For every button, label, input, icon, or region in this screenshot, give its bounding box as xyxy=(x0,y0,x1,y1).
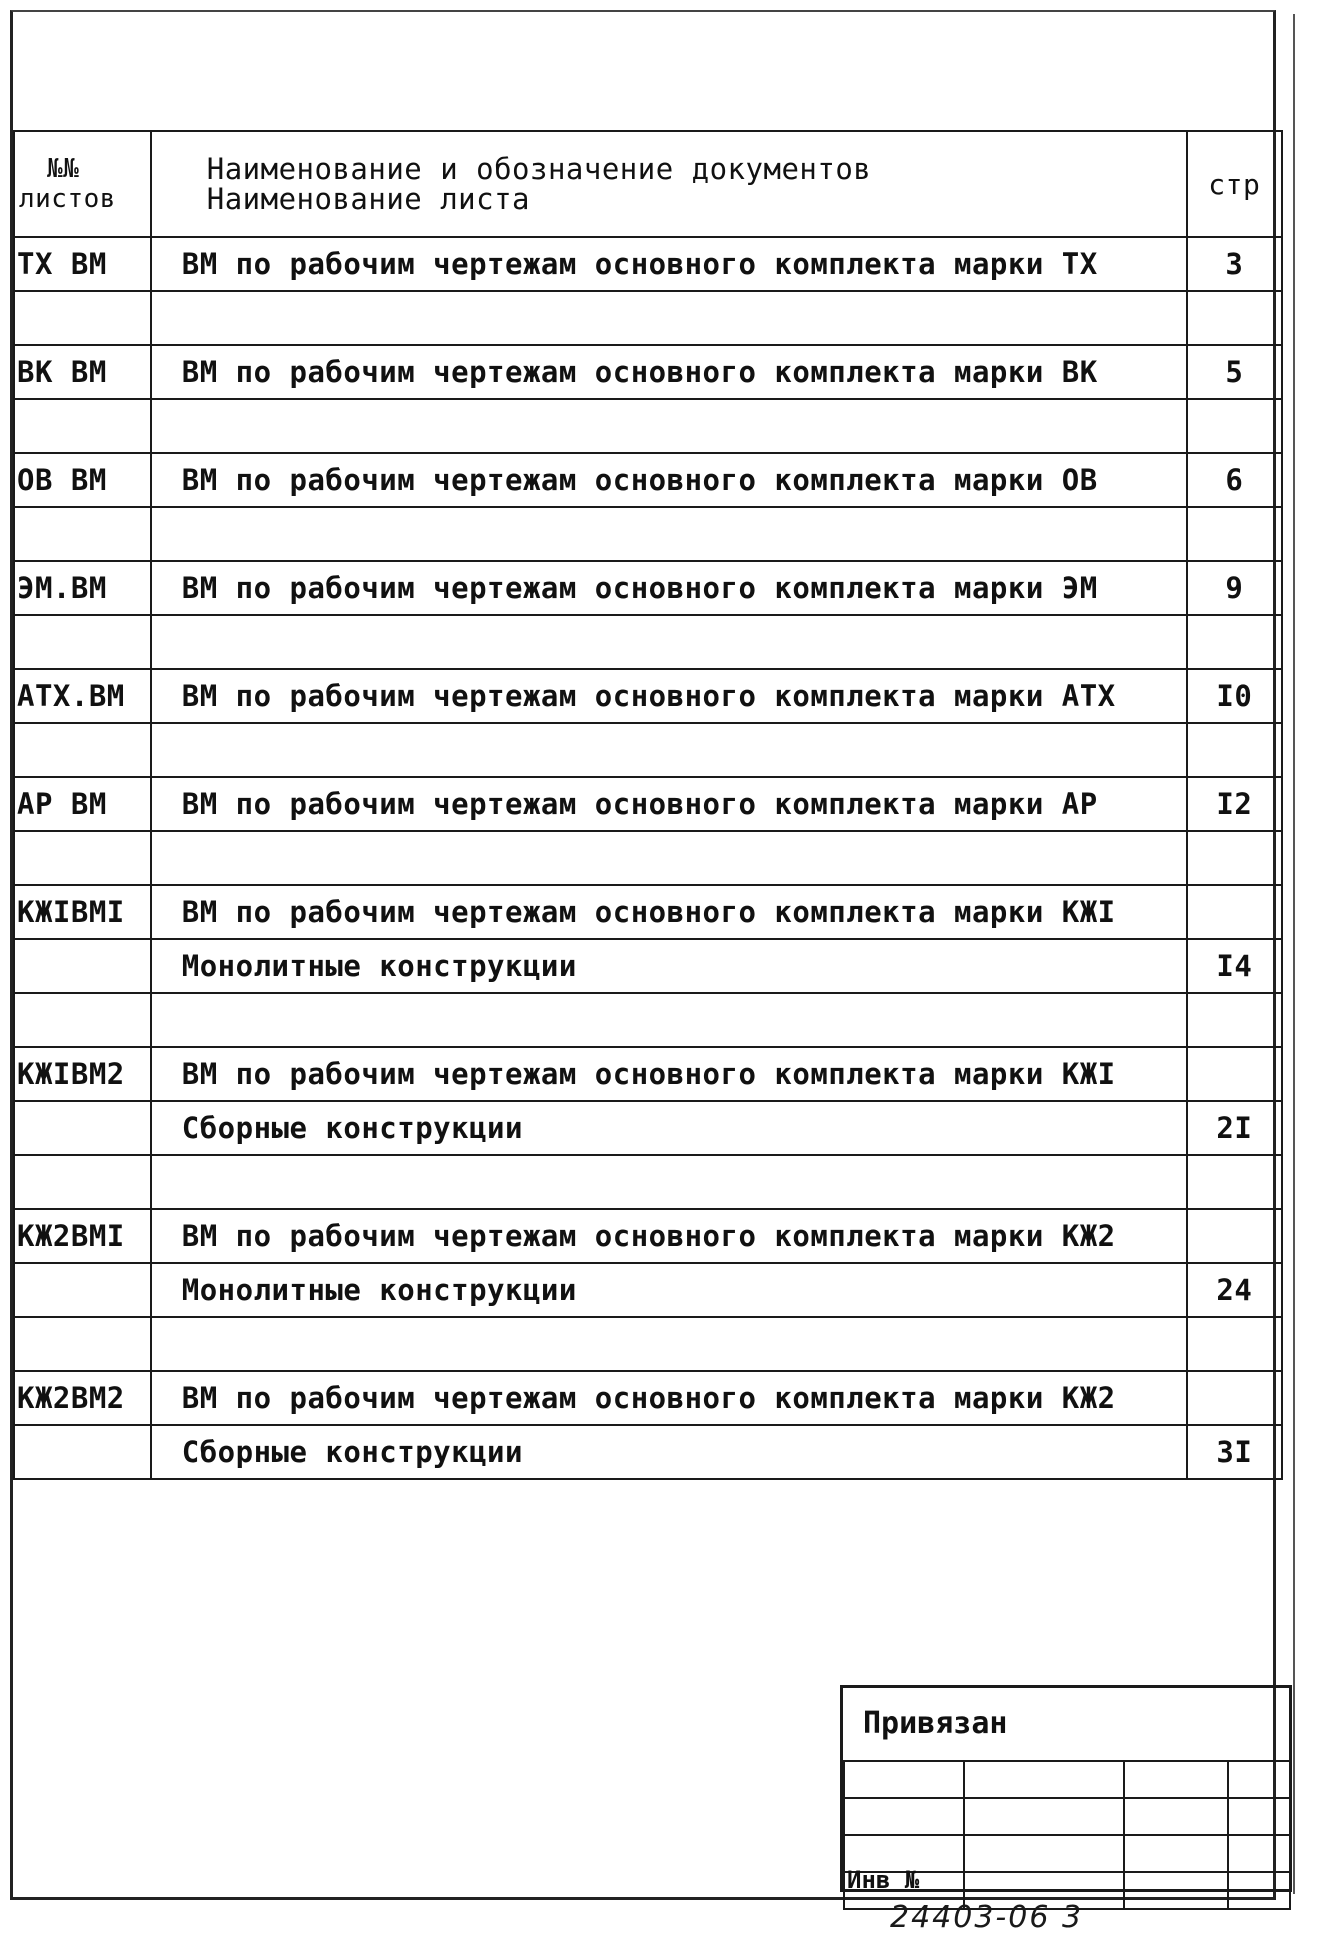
title-block-stamp xyxy=(840,1685,1292,1892)
sheet-subtitle: Монолитные конструкции xyxy=(151,1263,1187,1317)
blank-row xyxy=(14,993,1282,1047)
table-row xyxy=(14,561,1282,615)
sheet-code: ЭМ.ВМ xyxy=(14,561,151,615)
table-row xyxy=(14,345,1282,399)
table-row xyxy=(14,453,1282,507)
document-index-table xyxy=(13,130,1283,1480)
page-number: I0 xyxy=(1187,669,1282,723)
blank-row xyxy=(14,615,1282,669)
header-sheet-number xyxy=(14,131,151,237)
document-number: 24403-06 3 xyxy=(890,1900,1084,1935)
table-row xyxy=(14,777,1282,831)
margin-line xyxy=(1293,14,1295,1894)
sheet-subtitle: Сборные конструкции xyxy=(151,1101,1187,1155)
sheet-code: ТХ ВМ xyxy=(14,237,151,291)
blank-row xyxy=(14,507,1282,561)
page-number: 24 xyxy=(1187,1263,1282,1317)
header-document-name-line1: Наименование и обозначение документов xyxy=(206,152,872,186)
page-number: 3 xyxy=(1187,237,1282,291)
document-name: ВМ по рабочим чертежам основного комплекта марки ВК xyxy=(151,345,1187,399)
table-row-subtitle xyxy=(14,1425,1282,1479)
header-document-name xyxy=(151,131,1187,237)
table-header-row xyxy=(14,131,1282,237)
blank-row xyxy=(14,723,1282,777)
sheet-code: ВК ВМ xyxy=(14,345,151,399)
table-row xyxy=(14,885,1282,939)
document-name: ВМ по рабочим чертежам основного комплекта марки КЖI xyxy=(151,885,1187,939)
sheet-code: ОВ ВМ xyxy=(14,453,151,507)
blank-row xyxy=(14,399,1282,453)
inventory-number-label: Инв № xyxy=(847,1866,920,1894)
table-row-subtitle xyxy=(14,1263,1282,1317)
sheet-subtitle: Сборные конструкции xyxy=(151,1425,1187,1479)
table-row xyxy=(14,669,1282,723)
sheet-code: КЖ2ВМ2 xyxy=(14,1371,151,1425)
page-number: I4 xyxy=(1187,939,1282,993)
sheet-code: АТХ.ВМ xyxy=(14,669,151,723)
header-sheet-number-line1: №№ xyxy=(47,154,80,184)
blank-row xyxy=(14,291,1282,345)
blank-row xyxy=(14,1155,1282,1209)
document-name: ВМ по рабочим чертежам основного комплекта марки АТХ xyxy=(151,669,1187,723)
table-row xyxy=(14,1371,1282,1425)
sheet-code: КЖ2ВМI xyxy=(14,1209,151,1263)
sheet-code: КЖIВМI xyxy=(14,885,151,939)
header-document-name-line2: Наименование листа xyxy=(206,182,531,216)
page-number: 5 xyxy=(1187,345,1282,399)
table-row-subtitle xyxy=(14,1101,1282,1155)
document-name: ВМ по рабочим чертежам основного комплекта марки АР xyxy=(151,777,1187,831)
document-name: ВМ по рабочим чертежам основного комплекта марки КЖI xyxy=(151,1047,1187,1101)
blank-row xyxy=(14,1317,1282,1371)
stamp-title: Привязан xyxy=(863,1706,1008,1741)
document-name: ВМ по рабочим чертежам основного комплекта марки КЖ2 xyxy=(151,1371,1187,1425)
document-name: ВМ по рабочим чертежам основного комплекта марки ТХ xyxy=(151,237,1187,291)
page-number: 2I xyxy=(1187,1101,1282,1155)
sheet-subtitle: Монолитные конструкции xyxy=(151,939,1187,993)
document-name: ВМ по рабочим чертежам основного комплекта марки КЖ2 xyxy=(151,1209,1187,1263)
document-name: ВМ по рабочим чертежам основного комплекта марки ЭМ xyxy=(151,561,1187,615)
table-row xyxy=(14,237,1282,291)
page-number: 6 xyxy=(1187,453,1282,507)
page-number: 9 xyxy=(1187,561,1282,615)
table-row-subtitle xyxy=(14,939,1282,993)
sheet-code: КЖIВМ2 xyxy=(14,1047,151,1101)
page-number: I2 xyxy=(1187,777,1282,831)
header-sheet-number-line2: листов xyxy=(19,184,116,214)
blank-row xyxy=(14,831,1282,885)
document-name: ВМ по рабочим чертежам основного комплекта марки ОВ xyxy=(151,453,1187,507)
page-number: 3I xyxy=(1187,1425,1282,1479)
sheet-code: АР ВМ xyxy=(14,777,151,831)
table-row xyxy=(14,1047,1282,1101)
table-row xyxy=(14,1209,1282,1263)
header-page: стр xyxy=(1187,131,1282,237)
